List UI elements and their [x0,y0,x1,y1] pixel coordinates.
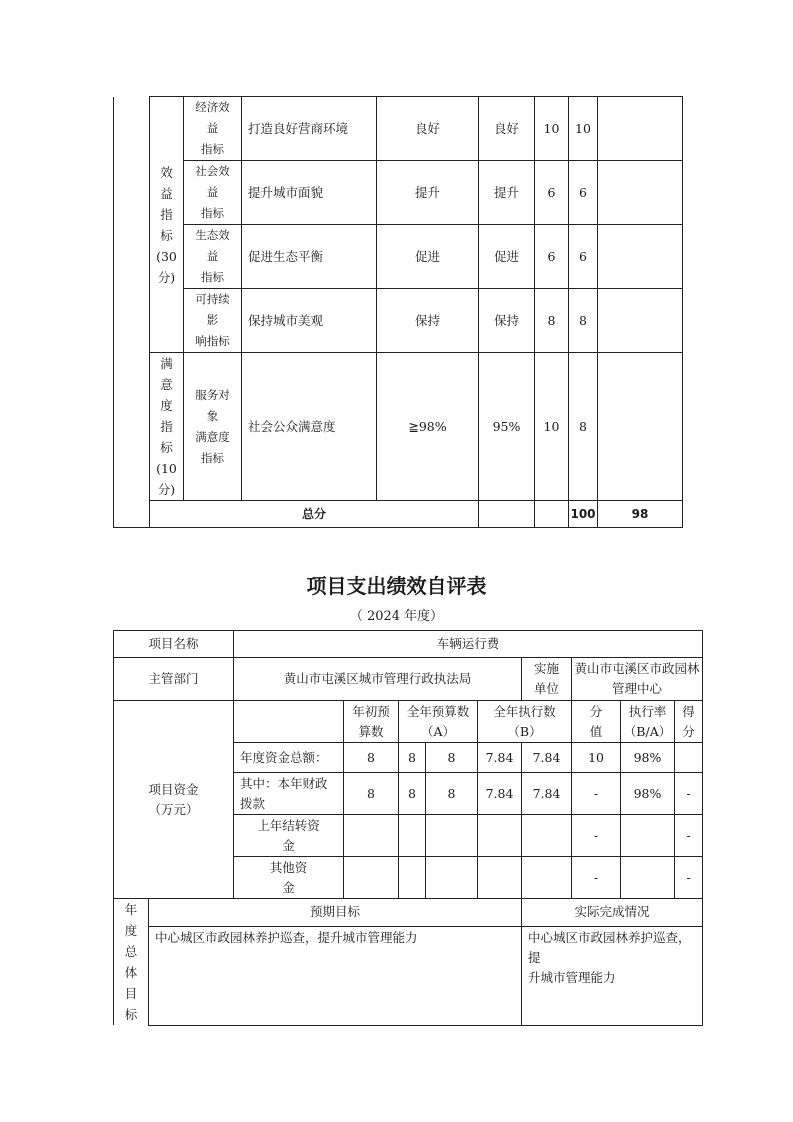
exec-value-a [478,857,522,899]
table-row [114,658,703,701]
score-cell: 10 [569,97,598,161]
impl-value: 黄山市屯溪区市政园林 管理中心 [572,658,703,701]
weight-value: - [572,857,621,899]
rate-header: 执行率 （B/A） [621,701,675,743]
impl-label: 实施 单位 [522,658,572,701]
note-cell [598,289,683,353]
funds-label: 项目资金 （万元） [114,701,234,899]
goal-header-row [114,899,703,927]
exec-value-b: 7.84 [522,773,572,815]
weight-value: - [572,773,621,815]
score-cell: 6 [569,161,598,225]
target-cell: 促进 [377,225,479,289]
actual-completion-header: 实际完成情况 [522,899,703,927]
target-cell: 提升 [377,161,479,225]
sub-indicator-label: 服务对 象 满意度 指标 [184,353,242,501]
rate-value: 98% [621,773,675,815]
fund-row-label: 其中：本年财政 拨款 [234,773,344,815]
total-target-cell [479,501,535,528]
sub-indicator-label: 可持续 影 响指标 [184,289,242,353]
blank-header-cell [234,701,344,743]
sub-indicator-label: 经济效 益 指标 [184,97,242,161]
blank-cell [114,97,150,528]
table-row [114,97,683,161]
dept-label: 主管部门 [114,658,234,701]
weight-cell: 6 [535,161,569,225]
annual-value-b: 8 [426,773,478,815]
target-cell: 保持 [377,289,479,353]
goal-content-row [114,926,703,1025]
table-row [114,353,683,501]
rate-value [621,815,675,857]
sub-indicator-label: 社会效 益 指标 [184,161,242,225]
indicator-cell: 提升城市面貌 [242,161,377,225]
total-row [114,501,683,528]
indicator-cell: 保持城市美观 [242,289,377,353]
group-efficiency-label: 效 益 指 标 (30 分) [150,97,184,353]
note-cell [598,161,683,225]
weight-header: 分 值 [572,701,621,743]
annual-value-a [399,857,426,899]
weight-value: 10 [572,743,621,773]
annual-value-a [399,815,426,857]
initial-value: 8 [344,773,399,815]
goal-label: 年 度 总 体 目 标 [114,899,149,1026]
actual-cell: 保持 [479,289,535,353]
note-cell [598,225,683,289]
page-title: 项目支出绩效自评表 [306,574,487,598]
target-cell: 良好 [377,97,479,161]
score-value: - [675,857,703,899]
exec-value-b: 7.84 [522,743,572,773]
table-row [114,631,703,658]
actual-completion-text: 中心城区市政园林养护巡查，提 升城市管理能力 [522,926,703,1025]
expected-goal-text: 中心城区市政园林养护巡查，提升城市管理能力 [149,926,522,1025]
score-value: - [675,773,703,815]
weight-cell: 6 [535,225,569,289]
sub-indicator-label: 生态效 益 指标 [184,225,242,289]
total-weight: 100 [569,501,598,528]
annual-header: 全年预算数 （A） [399,701,478,743]
table-row [114,225,683,289]
exec-value-b [522,815,572,857]
score-header: 得 分 [675,701,703,743]
fund-row-label: 其他资 金 [234,857,344,899]
page-subtitle: （ 2024 年度） [349,609,444,624]
annual-value-a: 8 [399,773,426,815]
target-cell: ≧98% [377,353,479,501]
weight-cell: 8 [535,289,569,353]
expected-goal-header: 预期目标 [149,899,522,927]
weight-value: - [572,815,621,857]
actual-cell: 良好 [479,97,535,161]
indicator-table [113,96,683,528]
table-row [114,289,683,353]
actual-cell: 95% [479,353,535,501]
fund-row-label: 上年结转资 金 [234,815,344,857]
rate-value: 98% [621,743,675,773]
note-cell [598,353,683,501]
group-satisfaction-label: 满 意 度 指 标 (10 分) [150,353,184,501]
total-actual-cell [535,501,569,528]
score-cell: 8 [569,289,598,353]
note-cell [598,97,683,161]
table-row [114,161,683,225]
initial-value [344,857,399,899]
score-cell: 8 [569,353,598,501]
initial-value [344,815,399,857]
weight-cell: 10 [535,97,569,161]
annual-value-a: 8 [399,743,426,773]
indicator-cell: 打造良好营商环境 [242,97,377,161]
project-name-value: 车辆运行费 [234,631,703,658]
indicator-cell: 社会公众满意度 [242,353,377,501]
annual-value-b: 8 [426,743,478,773]
exec-header: 全年执行数 （B） [478,701,572,743]
score-cell: 6 [569,225,598,289]
initial-header: 年初预 算数 [344,701,399,743]
self-evaluation-table [113,630,703,1026]
fund-header-row [114,701,703,743]
actual-cell: 促进 [479,225,535,289]
exec-value-a: 7.84 [478,743,522,773]
exec-value-a: 7.84 [478,773,522,815]
total-score: 98 [598,501,683,528]
dept-value: 黄山市屯溪区城市管理行政执法局 [234,658,522,701]
annual-value-b [426,815,478,857]
score-value [675,743,703,773]
rate-value [621,857,675,899]
project-name-label: 项目名称 [114,631,234,658]
weight-cell: 10 [535,353,569,501]
score-value: - [675,815,703,857]
indicator-cell: 促进生态平衡 [242,225,377,289]
fund-row-label: 年度资金总额： [234,743,344,773]
exec-value-a [478,815,522,857]
actual-cell: 提升 [479,161,535,225]
annual-value-b [426,857,478,899]
exec-value-b [522,857,572,899]
initial-value: 8 [344,743,399,773]
total-label: 总分 [150,501,479,528]
